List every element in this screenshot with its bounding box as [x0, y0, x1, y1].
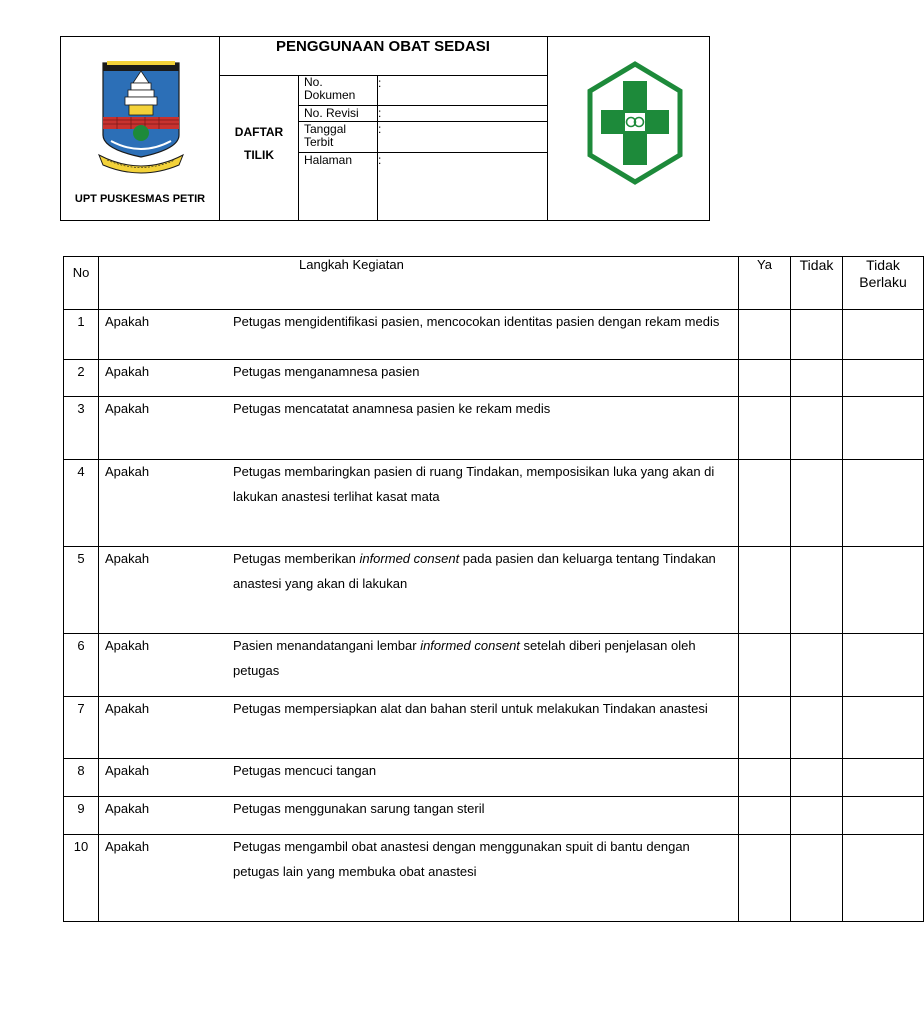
regional-emblem-icon — [97, 57, 185, 175]
answer-na-cell[interactable] — [843, 634, 924, 697]
question-word: Apakah — [105, 801, 150, 816]
row-number: 4 — [64, 460, 99, 547]
header-divider — [377, 75, 378, 220]
meta-label-issue-date: Tanggal Terbit — [304, 122, 347, 149]
answer-na-cell[interactable] — [843, 697, 924, 759]
row-number: 6 — [64, 634, 99, 697]
activity-text: Petugas menganamnesa pasien — [233, 364, 420, 379]
answer-yes-cell[interactable] — [739, 397, 791, 460]
answer-no-cell[interactable] — [791, 835, 843, 922]
activity-cell — [99, 360, 739, 397]
activity-text: Petugas mempersiapkan alat dan bahan steril untuk melakukan Tindakan anastesi — [233, 701, 708, 716]
activity-cell — [99, 835, 739, 922]
activity-text: Petugas mengambil obat anastesi dengan menggunakan spuit di bantu dengan petugas lain yang membuka obat anastesi — [233, 839, 690, 879]
answer-yes-cell[interactable] — [739, 797, 791, 835]
row-number: 7 — [64, 697, 99, 759]
row-number: 10 — [64, 835, 99, 922]
answer-no-cell[interactable] — [791, 634, 843, 697]
answer-na-cell[interactable] — [843, 835, 924, 922]
answer-no-cell[interactable] — [791, 310, 843, 360]
table-row — [64, 697, 924, 759]
column-header-activity: Langkah Kegiatan — [99, 257, 739, 310]
answer-no-cell[interactable] — [791, 360, 843, 397]
activity-text-part: Petugas memberikan — [233, 551, 360, 566]
answer-no-cell[interactable] — [791, 759, 843, 797]
row-number: 8 — [64, 759, 99, 797]
answer-no-cell[interactable] — [791, 397, 843, 460]
answer-yes-cell[interactable] — [739, 547, 791, 634]
answer-no-cell[interactable] — [791, 797, 843, 835]
activity-cell — [99, 797, 739, 835]
row-number: 3 — [64, 397, 99, 460]
answer-yes-cell[interactable] — [739, 634, 791, 697]
table-row — [64, 634, 924, 697]
organization-name: UPT PUSKESMAS PETIR — [74, 193, 206, 205]
activity-cell — [99, 310, 739, 360]
activity-cell — [99, 759, 739, 797]
row-number: 1 — [64, 310, 99, 360]
answer-no-cell[interactable] — [791, 697, 843, 759]
table-row — [64, 797, 924, 835]
question-word: Apakah — [105, 763, 150, 778]
document-header — [60, 36, 710, 221]
question-word: Apakah — [105, 464, 150, 479]
answer-na-cell[interactable] — [843, 397, 924, 460]
table-row — [64, 759, 924, 797]
question-word: Apakah — [105, 638, 150, 653]
document-type-line: DAFTAR — [234, 125, 284, 139]
table-row — [64, 397, 924, 460]
answer-yes-cell[interactable] — [739, 360, 791, 397]
table-row — [64, 310, 924, 360]
activity-text — [233, 634, 738, 683]
document-type — [219, 121, 299, 167]
table-row — [64, 835, 924, 922]
answer-na-cell[interactable] — [843, 460, 924, 547]
activity-text: Petugas membaringkan pasien di ruang Tindakan, memposisikan luka yang akan di lakukan anastesi terlihat kasat mata — [233, 464, 715, 504]
question-word: Apakah — [105, 551, 150, 566]
answer-na-cell[interactable] — [843, 759, 924, 797]
column-header-yes: Ya — [739, 257, 791, 310]
meta-value-page: : — [378, 153, 382, 167]
document-type-line: TILIK — [244, 148, 274, 162]
activity-text: Petugas mengidentifikasi pasien, mencocokan identitas pasien dengan rekam medis — [233, 314, 720, 329]
answer-yes-cell[interactable] — [739, 460, 791, 547]
activity-text: Petugas mencatatat anamnesa pasien ke rekam medis — [233, 401, 551, 416]
activity-text-italic: informed consent — [420, 638, 520, 653]
activity-text: Petugas mencuci tangan — [233, 763, 377, 778]
question-word: Apakah — [105, 314, 150, 329]
answer-na-cell[interactable] — [843, 360, 924, 397]
meta-value-document-no: : — [378, 76, 382, 90]
answer-yes-cell[interactable] — [739, 310, 791, 360]
answer-yes-cell[interactable] — [739, 697, 791, 759]
activity-cell — [99, 460, 739, 547]
row-number: 9 — [64, 797, 99, 835]
column-header-no: No — [64, 257, 99, 310]
table-header-row — [64, 257, 924, 310]
activity-cell — [99, 634, 739, 697]
answer-na-cell[interactable] — [843, 797, 924, 835]
answer-yes-cell[interactable] — [739, 759, 791, 797]
activity-cell — [99, 547, 739, 634]
meta-label-revision: No. Revisi — [304, 106, 359, 120]
activity-cell — [99, 697, 739, 759]
answer-yes-cell[interactable] — [739, 835, 791, 922]
activity-text-italic: informed consent — [359, 551, 460, 566]
header-divider — [547, 37, 548, 220]
document-title: PENGGUNAAN OBAT SEDASI — [276, 38, 490, 55]
activity-text-part: setelah diberi penjelasan oleh petugas — [233, 638, 696, 678]
answer-no-cell[interactable] — [791, 547, 843, 634]
row-number: 2 — [64, 360, 99, 397]
activity-text — [233, 547, 738, 596]
table-row — [64, 360, 924, 397]
row-number: 5 — [64, 547, 99, 634]
table-row — [64, 460, 924, 547]
table-row — [64, 547, 924, 634]
column-header-not-applicable: Tidak Berlaku — [843, 257, 924, 310]
answer-no-cell[interactable] — [791, 460, 843, 547]
activity-text: Petugas menggunakan sarung tangan steril — [233, 801, 485, 816]
question-word: Apakah — [105, 839, 150, 854]
answer-na-cell[interactable] — [843, 547, 924, 634]
activity-text-part: Pasien menandatangani lembar — [233, 638, 421, 653]
meta-value-issue-date: : — [378, 122, 382, 136]
meta-value-revision: : — [378, 106, 382, 120]
column-header-no-answer: Tidak — [791, 257, 843, 310]
activity-cell — [99, 397, 739, 460]
question-word: Apakah — [105, 401, 150, 416]
meta-label-page: Halaman — [304, 153, 353, 167]
checklist-table — [63, 256, 924, 922]
meta-label-document-no: No. Dokumen — [304, 75, 356, 102]
question-word: Apakah — [105, 364, 150, 379]
activity-text-part: pada pasien dan keluarga tentang Tindakan anastesi yang akan di lakukan — [233, 551, 716, 591]
answer-na-cell[interactable] — [843, 310, 924, 360]
question-word: Apakah — [105, 701, 150, 716]
puskesmas-cross-icon — [586, 61, 684, 185]
